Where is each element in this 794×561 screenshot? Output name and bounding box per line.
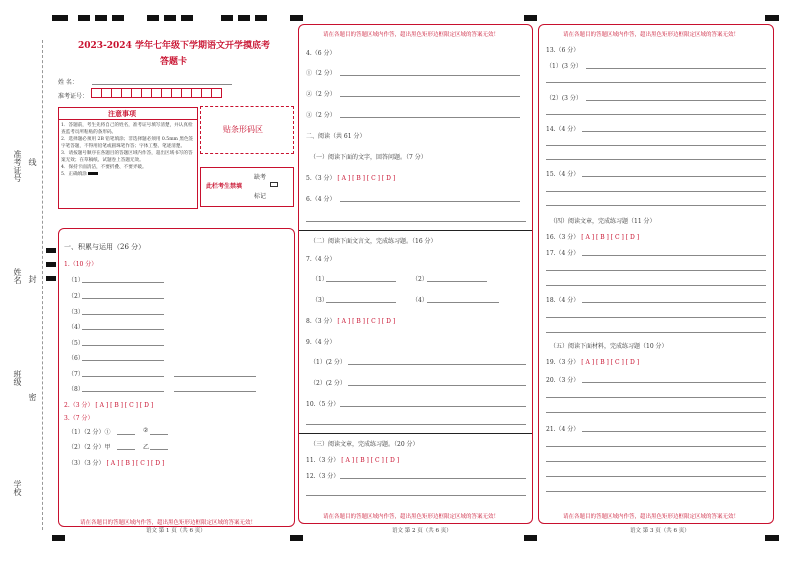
q3-sub-label: ② bbox=[143, 427, 149, 434]
note-item: 2．选择题必须用 2B 铅笔填涂；非选择题必须用 0.5mm 黑色签字笔答题，不得用铅笔或圆珠笔作答；字体工整、笔迹清楚。 bbox=[61, 137, 194, 149]
answer-line[interactable] bbox=[117, 449, 135, 450]
absent-mark-label2: 标记 bbox=[254, 193, 267, 200]
answer-line[interactable] bbox=[582, 176, 766, 177]
positioning-mark bbox=[290, 15, 303, 21]
answer-line[interactable] bbox=[427, 281, 487, 282]
question-number: 20.（3 分） bbox=[546, 377, 580, 384]
answer-line[interactable] bbox=[546, 205, 766, 206]
q9-item-label: （2）(2 分） bbox=[310, 380, 346, 387]
binding-line bbox=[42, 40, 43, 530]
question-number: 6.（4 分） bbox=[306, 196, 336, 203]
answer-line[interactable] bbox=[340, 117, 520, 118]
q1-item-label: （7） bbox=[68, 371, 84, 378]
positioning-mark bbox=[238, 15, 250, 21]
choice-options[interactable]: [ A ] [ B ] [ C ] [ D ] bbox=[337, 318, 396, 325]
question-number: 5.（3 分） [ A ] [ B ] [ C ] [ D ] bbox=[306, 175, 396, 182]
note-item: 1．答题前，考生先将自己的姓名，准考证号填写清楚，并认真检查监考员所粘贴的条形码。 bbox=[61, 123, 193, 135]
answer-line[interactable] bbox=[117, 434, 135, 435]
region-notice: 请在各题目的答题区域内作答，超出黑色矩形边框限定区域的答案无效！ bbox=[563, 514, 740, 520]
question-number: 7.（4 分） bbox=[306, 256, 336, 263]
answer-line[interactable] bbox=[306, 424, 526, 425]
question-number: 18.（4 分） bbox=[546, 297, 580, 304]
question-number: 8.（3 分） [ A ] [ B ] [ C ] [ D ] bbox=[306, 318, 396, 325]
part-title: （五）阅读下面材料，完成练习题（10 分） bbox=[550, 343, 668, 350]
ticket-number-boxes[interactable] bbox=[91, 88, 221, 98]
answer-line[interactable] bbox=[82, 345, 164, 346]
page-footer: 语文 第 1 页（共 6 页） bbox=[146, 528, 206, 534]
choice-options[interactable]: [ A ] [ B ] [ C ] [ D ] bbox=[106, 460, 165, 467]
answer-line[interactable] bbox=[348, 364, 526, 365]
answer-line[interactable] bbox=[340, 406, 526, 407]
positioning-mark bbox=[765, 15, 779, 21]
page-footer: 语文 第 2 页（共 6 页） bbox=[392, 528, 452, 534]
answer-line[interactable] bbox=[546, 191, 766, 192]
positioning-mark bbox=[181, 15, 193, 21]
q3-sub-label: （3）（3 分） [ A ] [ B ] [ C ] [ D ] bbox=[68, 460, 165, 467]
q9-item-label: （1）(2 分） bbox=[310, 359, 346, 366]
choice-options[interactable]: [ A ] [ B ] [ C ] [ D ] bbox=[581, 359, 640, 366]
positioning-mark bbox=[52, 535, 65, 541]
q1-item-label: （8） bbox=[68, 386, 84, 393]
q7-item-label: （2） bbox=[412, 276, 428, 283]
answer-line[interactable] bbox=[582, 302, 766, 303]
filled-sample-icon bbox=[88, 172, 98, 175]
answer-line[interactable] bbox=[582, 382, 766, 383]
absent-label: 此栏考生禁填 bbox=[206, 183, 243, 190]
ticket-label: 准考证号： bbox=[58, 93, 89, 100]
positioning-mark bbox=[78, 15, 90, 21]
answer-line[interactable] bbox=[326, 281, 396, 282]
q3-sub-label: 乙 bbox=[143, 444, 150, 451]
answer-line[interactable] bbox=[546, 285, 766, 286]
answer-line[interactable] bbox=[340, 75, 520, 76]
answer-line[interactable] bbox=[174, 391, 256, 392]
choice-options[interactable]: [ A ] [ B ] [ C ] [ D ] bbox=[581, 234, 640, 241]
region-notice: 请在各题目的答题区域内作答，超出黑色矩形边框限定区域的答案无效！ bbox=[563, 32, 740, 38]
answer-line[interactable] bbox=[306, 221, 526, 222]
absent-checkbox[interactable] bbox=[270, 182, 278, 187]
notes-title: 注意事项 bbox=[108, 109, 136, 118]
answer-line[interactable] bbox=[582, 131, 766, 132]
answer-line[interactable] bbox=[82, 360, 164, 361]
answer-region-col1 bbox=[58, 228, 295, 527]
region-notice: 请在各题目的答题区域内作答，超出黑色矩形边框限定区域的答案无效！ bbox=[80, 520, 257, 526]
exam-title: 2023-2024 学年七年级下学期语文开学摸底考 bbox=[78, 41, 270, 51]
q4-item-label: ②（2 分） bbox=[306, 91, 336, 98]
region-notice: 请在各题目的答题区域内作答，超出黑色矩形边框限定区域的答案无效！ bbox=[323, 32, 500, 38]
answer-line[interactable] bbox=[546, 397, 766, 398]
q13-item-label: （2）(3 分） bbox=[546, 95, 582, 102]
part-title: （三）阅读文章，完成练习题。（20 分） bbox=[310, 441, 419, 448]
answer-line[interactable] bbox=[150, 449, 168, 450]
positioning-mark bbox=[46, 262, 56, 267]
binding-label-school: 学校 bbox=[13, 480, 22, 496]
q1-item-label: （2） bbox=[68, 293, 84, 300]
answer-line[interactable] bbox=[82, 329, 164, 330]
answer-line[interactable] bbox=[546, 159, 766, 160]
section-title: 一、积累与运用（26 分） bbox=[64, 243, 146, 251]
answer-line[interactable] bbox=[340, 201, 520, 202]
choice-options[interactable]: [ A ] [ B ] [ C ] [ D ] bbox=[337, 175, 396, 182]
part-title: （一）阅读下面的文字，回答问题。（7 分） bbox=[310, 154, 427, 161]
positioning-mark bbox=[765, 535, 779, 541]
q13-item-label: （1）(3 分） bbox=[546, 63, 582, 70]
question-number: 17.（4 分） bbox=[546, 250, 580, 257]
q4-item-label: ③（2 分） bbox=[306, 112, 336, 119]
positioning-mark bbox=[46, 276, 56, 281]
binding-label-seal: 封 bbox=[28, 275, 37, 283]
positioning-mark bbox=[95, 15, 107, 21]
question-number: 16.（3 分） [ A ] [ B ] [ C ] [ D ] bbox=[546, 234, 640, 241]
answer-line[interactable] bbox=[326, 302, 396, 303]
answer-line[interactable] bbox=[82, 298, 164, 299]
answer-line[interactable] bbox=[546, 491, 766, 492]
notes-list bbox=[61, 122, 195, 178]
q7-item-label: （1） bbox=[312, 276, 328, 283]
positioning-mark bbox=[46, 248, 56, 253]
question-number: 2.（3 分） [ A ] [ B ] [ C ] [ D ] bbox=[64, 402, 154, 409]
positioning-mark bbox=[112, 15, 124, 21]
question-number: 21.（4 分） bbox=[546, 426, 580, 433]
section-title: 二、阅读（共 61 分） bbox=[306, 133, 366, 140]
answer-line[interactable] bbox=[546, 114, 766, 115]
answer-line[interactable] bbox=[586, 100, 766, 101]
positioning-mark bbox=[221, 15, 233, 21]
part-title: （四）阅读文章，完成练习题（11 分） bbox=[550, 218, 656, 225]
positioning-mark bbox=[255, 15, 267, 21]
part-title: （二）阅读下面文言文，完成练习题。（16 分） bbox=[310, 238, 437, 245]
answer-line[interactable] bbox=[82, 282, 164, 283]
answer-line[interactable] bbox=[174, 376, 256, 377]
question-number: 11.（3 分） [ A ] [ B ] [ C ] [ D ] bbox=[306, 457, 400, 464]
question-number: 1.（10 分） bbox=[64, 261, 98, 268]
choice-options[interactable]: [ A ] [ B ] [ C ] [ D ] bbox=[341, 457, 400, 464]
answer-line[interactable] bbox=[348, 385, 526, 386]
answer-line[interactable] bbox=[582, 255, 766, 256]
question-number: 9.（4 分） bbox=[306, 339, 336, 346]
section-divider bbox=[299, 230, 532, 231]
q1-item-label: （3） bbox=[68, 309, 84, 316]
note-item: 3．请按题号顺序在各题目的答题区域内作答，超出区域书写的答案无效；在草稿纸、试题卷上答题无效。 bbox=[61, 151, 193, 163]
answer-line[interactable] bbox=[546, 317, 766, 318]
question-number: 3.（7 分） bbox=[64, 415, 94, 422]
choice-options[interactable]: [ A ] [ B ] [ C ] [ D ] bbox=[95, 402, 154, 409]
answer-line[interactable] bbox=[546, 476, 766, 477]
q3-sub-label: （2）（2 分）甲 bbox=[68, 444, 111, 451]
question-number: 19.（3 分） [ A ] [ B ] [ C ] [ D ] bbox=[546, 359, 640, 366]
barcode-label: 贴条形码区 bbox=[223, 125, 263, 134]
answer-line[interactable] bbox=[82, 376, 164, 377]
notes-divider bbox=[58, 119, 198, 120]
question-number: 15.（4 分） bbox=[546, 171, 580, 178]
binding-label-ticket: 准考证号 bbox=[13, 150, 22, 182]
note-item: 4．保持卡面清洁，不要折叠、不要弄破。 bbox=[61, 165, 147, 170]
section-divider bbox=[299, 433, 532, 434]
name-field[interactable] bbox=[92, 84, 232, 85]
card-title: 答题卡 bbox=[160, 57, 188, 67]
positioning-mark bbox=[147, 15, 159, 21]
page-footer: 语文 第 3 页（共 6 页） bbox=[630, 528, 690, 534]
binding-label-secret: 密 bbox=[28, 393, 37, 401]
answer-line[interactable] bbox=[586, 68, 766, 69]
question-number: 10.（5 分） bbox=[306, 401, 340, 408]
binding-label-name: 姓名 bbox=[13, 268, 22, 284]
q4-item-label: ①（2 分） bbox=[306, 70, 336, 77]
answer-line[interactable] bbox=[582, 431, 766, 432]
answer-line[interactable] bbox=[150, 434, 168, 435]
answer-line[interactable] bbox=[546, 412, 766, 413]
q7-item-label: （4） bbox=[412, 297, 428, 304]
positioning-mark bbox=[290, 535, 303, 541]
name-label: 姓 名： bbox=[58, 79, 78, 86]
question-number: 14.（4 分） bbox=[546, 126, 580, 133]
answer-line[interactable] bbox=[82, 314, 164, 315]
binding-label-line: 线 bbox=[28, 158, 37, 166]
positioning-mark bbox=[524, 535, 537, 541]
answer-line[interactable] bbox=[546, 332, 766, 333]
answer-line[interactable] bbox=[340, 96, 520, 97]
region-notice: 请在各题目的答题区域内作答，超出黑色矩形边框限定区域的答案无效！ bbox=[323, 514, 500, 520]
question-number: 4.（6 分） bbox=[306, 50, 336, 57]
question-number: 12.（3 分） bbox=[306, 473, 340, 480]
answer-line[interactable] bbox=[546, 446, 766, 447]
note-item: 5．正确填涂 bbox=[61, 171, 195, 178]
q1-item-label: （4） bbox=[68, 324, 84, 331]
q1-item-label: （5） bbox=[68, 340, 84, 347]
positioning-mark bbox=[52, 15, 68, 21]
question-number: 13.（6 分） bbox=[546, 47, 580, 54]
q1-item-label: （6） bbox=[68, 355, 84, 362]
absent-mark-label: 缺考 bbox=[254, 174, 267, 181]
answer-line[interactable] bbox=[546, 145, 766, 146]
answer-line[interactable] bbox=[340, 478, 526, 479]
q7-item-label: （3） bbox=[312, 297, 328, 304]
answer-line[interactable] bbox=[546, 270, 766, 271]
answer-line[interactable] bbox=[546, 82, 766, 83]
binding-label-class: 班级 bbox=[13, 370, 22, 386]
answer-line[interactable] bbox=[82, 391, 164, 392]
answer-line[interactable] bbox=[306, 495, 526, 496]
answer-line[interactable] bbox=[427, 302, 499, 303]
positioning-mark bbox=[524, 15, 537, 21]
positioning-mark bbox=[164, 15, 176, 21]
q3-sub-label: （1）（2 分）① bbox=[68, 429, 111, 436]
answer-line[interactable] bbox=[546, 461, 766, 462]
q1-item-label: （1） bbox=[68, 277, 84, 284]
